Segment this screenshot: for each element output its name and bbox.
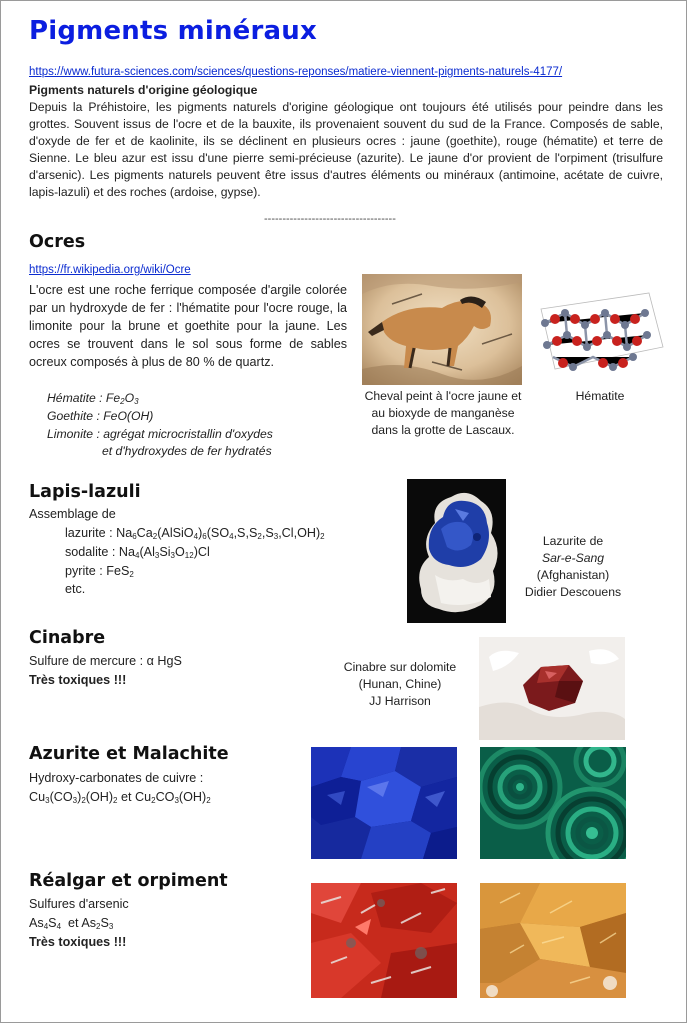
futura-link[interactable]: https://www.futura-sciences.com/sciences/questions-reponses/matiere-viennent-pigments-naturels-4177/ [29,66,563,78]
page-title: Pigments minéraux [29,16,317,46]
realgar-image [311,883,457,998]
ocres-paragraph: L'ocre est une roche ferrique composée d'argile colorée par un hydroxyde de fer : l'hématite pour l'ocre rouge, la limonite pour la brune et goethite pour la jaune. Les ocres se trouvent dans le sol sous forme de sables ocreux composés à plus de 80 % de quartz. [29,283,347,369]
cinabre-caption [330,659,470,710]
lapis-intro: Assemblage de [29,507,116,521]
azurite-image [311,747,457,859]
section-azurite-heading: Azurite et Malachite [29,744,229,764]
intro-paragraph: Depuis la Préhistoire, les pigments naturels d'origine géologique ont toujours été utilisés pour peindre dans les grottes. Souvent issus de l'ocre et de la bauxite, ils provenaient souvent du sud de la France. Composés de sable, d'oxyde de fer et de kaolinite, ils se déclinent en plusieurs ocres : jaune (goethite), rouge (hématite) et terre de Sienne. Le bleu azur est issu d'une pierre semi-précieuse (azurite). Le jaune d'or provient de l'orpiment (trisulfure d'arsenic). Les pigments naturels peuvent être issus d'autres éléments ou minéraux (antimoine, acétate de cuivre, lapis-lazuli) et des roches (ardoise, gypse). [29,100,663,199]
cinabre-caption-line-2: (Hunan, Chine) [358,677,442,691]
cinabre-text: Sulfure de mercure : α HgS [29,654,182,668]
hematite-caption: Hématite [575,389,625,403]
realgar-text: Sulfures d'arsenic [29,897,129,911]
realgar-warning: Très toxiques !!! [29,935,127,949]
orpiment-image [480,883,626,998]
intro-subtitle: Pigments naturels d'origine géologique [29,83,258,97]
section-cinabre-heading: Cinabre [29,628,106,648]
limonite-line-2: et d'hydroxydes de fer hydratés [102,444,272,458]
azurite-formula: $Cu_3(CO_3)_2(OH)_2$ et $Cu_2CO_3(OH)_2$ [29,790,211,805]
goethite-formula: Goethite : FeO(OH) [47,409,154,423]
lazurite-image [407,479,506,623]
section-lapis-heading: Lapis-lazuli [29,482,141,502]
lazurite-formula: lazurite : $Na_6Ca_2(AlSiO_4)_6(SO_4,S,S_2,S_3,Cl,OH)_2$ [65,526,325,541]
cinabre-caption-line-1: Cinabre sur dolomite [343,660,457,674]
pyrite-formula: pyrite : FeS$_2$ [65,564,134,579]
lazurite-caption [512,533,634,601]
hematite-formula: Hématite : $Fe_2O_3$ [47,391,139,406]
separator: ------------------------------------ [264,213,396,225]
lascaux-caption: Cheval peint à l'ocre jaune et au bioxyde de manganèse dans la grotte de Lascaux. [364,389,522,437]
limonite-line-1: Limonite : agrégat microcristallin d'oxydes [47,427,273,441]
cinabre-image [479,637,625,740]
malachite-image [480,747,626,859]
lascaux-horse-image [362,274,522,385]
section-ocres-heading: Ocres [29,232,86,252]
hematite-structure-image [525,283,668,382]
cinabre-warning: Très toxiques !!! [29,673,127,687]
lapis-etc: etc. [65,582,86,596]
realgar-formula: $As_4S_4$ et $As_2S_3$ [29,916,114,931]
cinabre-caption-line-3: JJ Harrison [369,694,431,708]
azurite-text: Hydroxy-carbonates de cuivre : [29,771,204,785]
lazurite-caption-line-2: Sar-e-Sang [541,551,605,565]
section-realgar-heading: Réalgar et orpiment [29,871,228,891]
sodalite-formula: sodalite : $Na_4(Al_3Si_3O_{12})Cl$ [65,545,210,560]
lazurite-caption-line-1: Lazurite de [542,534,604,548]
lazurite-caption-line-3: (Afghanistan) [536,568,610,582]
wikipedia-ocre-link[interactable]: https://fr.wikipedia.org/wiki/Ocre [29,264,191,276]
lazurite-caption-line-4: Didier Descouens [524,585,622,599]
